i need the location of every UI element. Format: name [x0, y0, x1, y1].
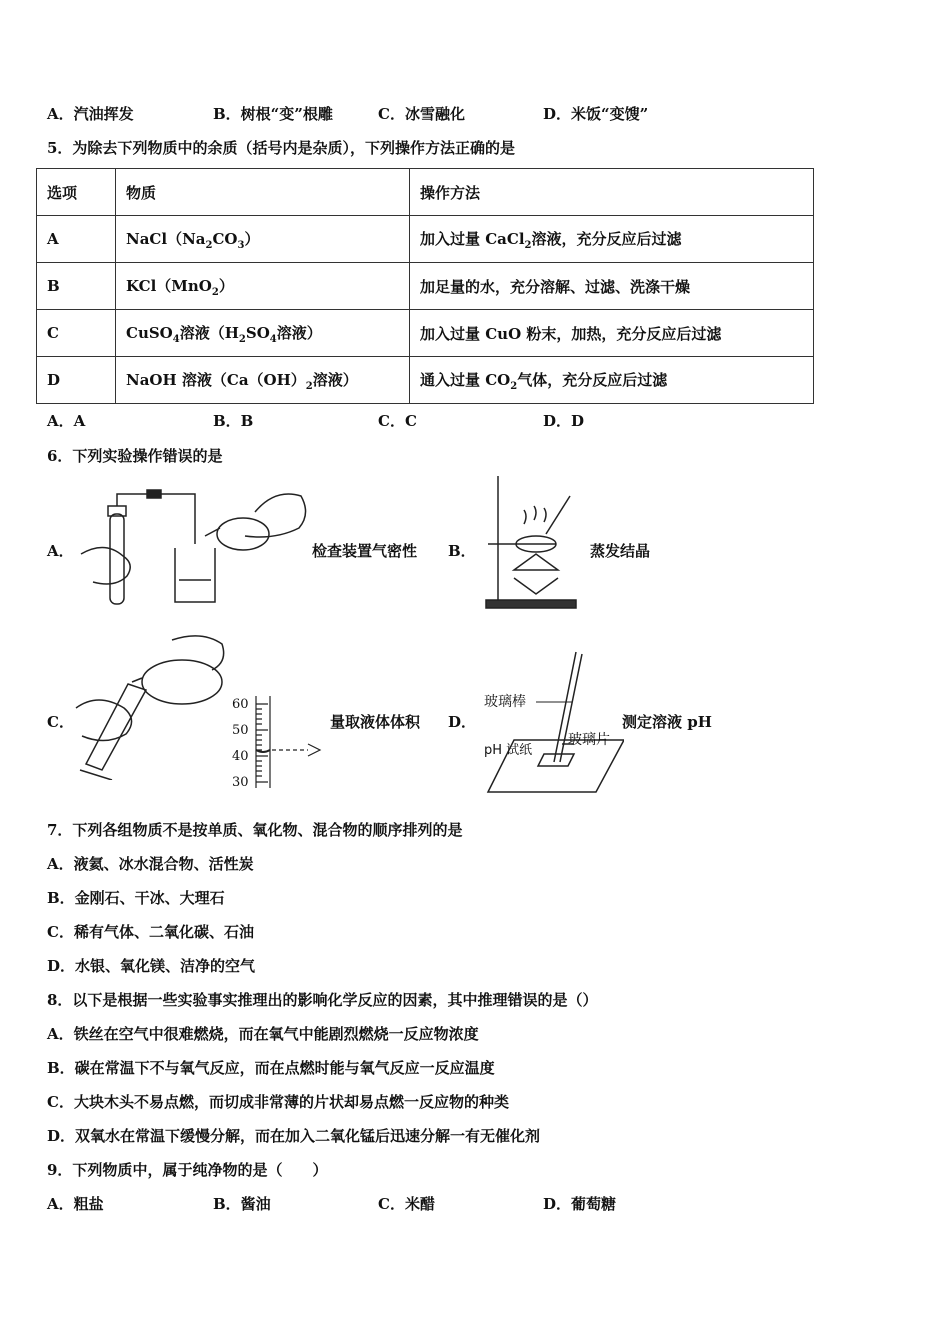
cyl-tick-30: 30 [232, 775, 249, 790]
q9-option-a: A．粗盐 [47, 1195, 104, 1213]
q6-c-caption: 量取液体体积 [330, 713, 421, 731]
evaporation-figure [484, 474, 579, 610]
table-header-row [37, 169, 814, 216]
q5-option-c: C．C [378, 412, 417, 430]
header-option: 选项 [37, 169, 116, 216]
table-row [37, 263, 814, 310]
row-option: A [37, 216, 116, 263]
row-method: 加入过量 CaCl$_2$溶液，充分反应后过滤 [410, 216, 814, 263]
q7-stem: 7．下列各组物质不是按单质、氧化物、混合物的顺序排列的是 [47, 821, 463, 839]
row-substance: CuSO$_4$溶液（$H_2SO_4$溶液） [116, 310, 410, 357]
q8-option-b: B．碳在常温下不与氧气反应，而在点燃时能与氧气反应一反应温度 [47, 1059, 495, 1077]
q8-option-a: A．铁丝在空气中很难燃烧，而在氧气中能剧烈燃烧一反应物浓度 [47, 1025, 479, 1043]
row-method: 通入过量 $CO_2$气体，充分反应后过滤 [410, 357, 814, 404]
q6-c-label: C． [47, 713, 74, 731]
q7-option-b: B．金刚石、干冰、大理石 [47, 889, 225, 907]
q5-table [36, 168, 814, 404]
q4-option-d: D．米饭“变馊” [543, 105, 649, 123]
cyl-tick-60: 60 [232, 697, 249, 712]
q4-option-a: A．汽油挥发 [47, 105, 134, 123]
row-method: 加入过量 CuO 粉末，加热，充分反应后过滤 [410, 310, 814, 357]
row-option: D [37, 357, 116, 404]
q5-option-a: A．A [47, 412, 86, 430]
q4-option-b: B．树根“变”根雕 [213, 105, 333, 123]
ph-paper-label: pH 试纸 [484, 743, 533, 758]
table-row [37, 310, 814, 357]
table-row [37, 216, 814, 263]
row-method: 加足量的水，充分溶解、过滤、洗涤干燥 [410, 263, 814, 310]
ph-test-figure [484, 650, 624, 795]
q6-a-label: A． [47, 542, 74, 560]
header-method: 操作方法 [410, 169, 814, 216]
pouring-cylinder-figure [72, 630, 232, 780]
q8-stem: 8．以下是根据一些实验事实推理出的影响化学反应的因素，其中推理错误的是（） [47, 991, 598, 1009]
q6-d-caption: 测定溶液 pH [622, 713, 712, 731]
row-substance: KCl（MnO$_2$） [116, 263, 410, 310]
airtightness-check-figure [75, 484, 310, 608]
q5-option-d: D．D [543, 412, 585, 430]
q9-option-d: D．葡萄糖 [543, 1195, 617, 1213]
glass-plate-label: 玻璃片 [568, 732, 610, 748]
header-substance: 物质 [116, 169, 410, 216]
q5-stem: 5．为除去下列物质中的余质（括号内是杂质），下列操作方法正确的是 [47, 139, 515, 157]
q6-b-label: B． [448, 542, 476, 560]
q6-d-label: D． [448, 713, 477, 731]
q8-option-c: C．大块木头不易点燃，而切成非常薄的片状却易点燃一反应物的种类 [47, 1093, 509, 1111]
cyl-tick-50: 50 [232, 723, 249, 738]
q7-option-a: A．液氦、冰水混合物、活性炭 [47, 855, 254, 873]
q8-option-d: D．双氧水在常温下缓慢分解，而在加入二氧化锰后迅速分解一有无催化剂 [47, 1127, 541, 1145]
table-row [37, 357, 814, 404]
q6-stem: 6．下列实验操作错误的是 [47, 447, 223, 465]
row-option: B [37, 263, 116, 310]
cylinder-scale-figure [228, 694, 328, 790]
q9-option-c: C．米醋 [378, 1195, 435, 1213]
q6-a-caption: 检查装置气密性 [312, 542, 418, 560]
q5-option-b: B．B [213, 412, 254, 430]
q9-option-b: B．酱油 [213, 1195, 271, 1213]
row-substance: NaOH 溶液（$Ca(OH)_2$溶液） [116, 357, 410, 404]
row-option: C [37, 310, 116, 357]
q9-stem: 9．下列物质中，属于纯净物的是（ ） [47, 1161, 328, 1179]
q7-option-c: C．稀有气体、二氧化碳、石油 [47, 923, 254, 941]
q7-option-d: D．水银、氧化镁、洁净的空气 [47, 957, 256, 975]
q6-b-caption: 蒸发结晶 [590, 542, 651, 560]
row-substance: $NaCl(Na_2CO_3)$ [116, 216, 410, 263]
cyl-tick-40: 40 [232, 749, 249, 764]
q4-option-c: C．冰雪融化 [378, 105, 465, 123]
glass-rod-label: 玻璃棒 [484, 694, 526, 710]
